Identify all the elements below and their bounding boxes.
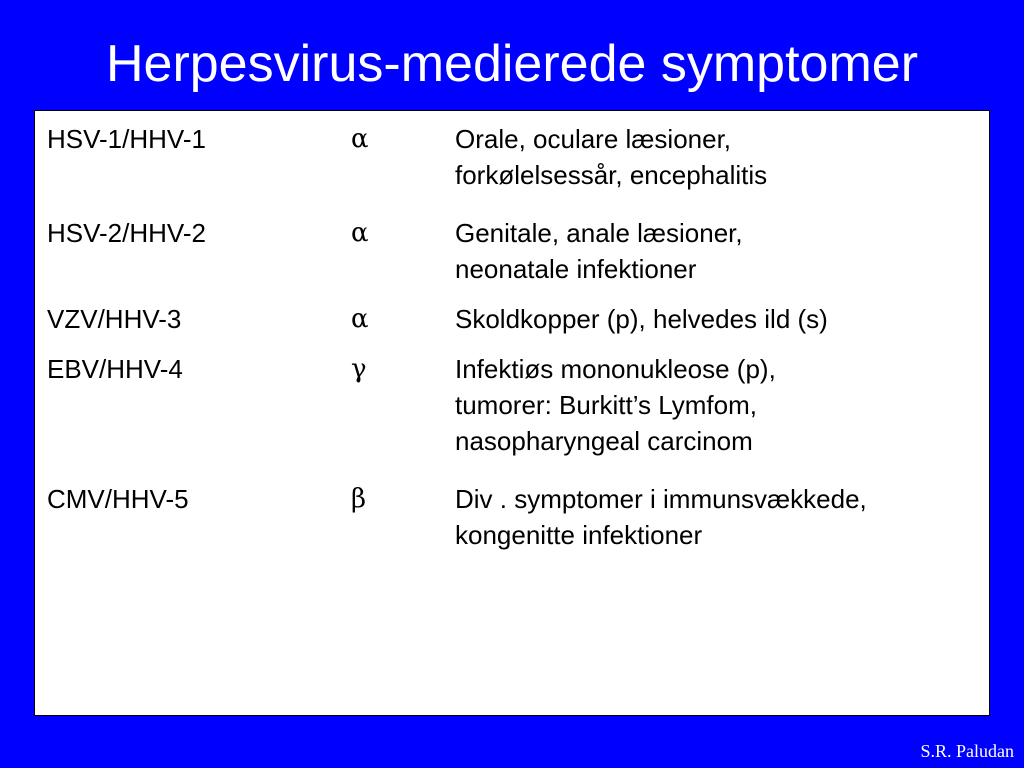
symptom-description	[455, 351, 995, 459]
symptom-line: Skoldkopper (p), helvedes ild (s)	[455, 304, 828, 334]
subfamily-symbol: α	[351, 304, 369, 334]
symptom-line: forkølelsessår, encephalitis	[455, 160, 768, 190]
slide-title: Herpesvirus-medierede symptomer	[105, 35, 919, 93]
symptom-line: Div . symptomer i immunsvækkede,	[455, 484, 867, 514]
virus-name: EBV/HHV-4	[47, 354, 183, 384]
symptom-line: tumorer: Burkitt’s Lymfom,	[455, 390, 757, 420]
symptom-description	[455, 481, 995, 553]
symptom-description	[455, 215, 995, 287]
symptom-line: Infektiøs mononukleose (p),	[455, 354, 776, 384]
symptom-line: nasopharyngeal carcinom	[455, 426, 753, 456]
subfamily-symbol: γ	[351, 354, 367, 384]
virus-name: VZV/HHV-3	[47, 304, 182, 334]
subfamily-symbol: α	[351, 124, 369, 154]
virus-name: HSV-2/HHV-2	[47, 218, 206, 248]
symptom-line: kongenitte infektioner	[455, 520, 703, 550]
content-box	[34, 110, 990, 716]
symptom-line: Orale, oculare læsioner,	[455, 124, 732, 154]
author-footer: S.R. Paludan	[920, 741, 1014, 761]
symptom-line: Genitale, anale læsioner,	[455, 218, 743, 248]
symptom-description	[455, 121, 995, 193]
subfamily-symbol: α	[351, 218, 369, 248]
virus-name: CMV/HHV-5	[47, 484, 189, 514]
virus-name: HSV-1/HHV-1	[47, 124, 206, 154]
symptom-description	[455, 301, 995, 337]
subfamily-symbol: β	[351, 484, 367, 514]
symptom-line: neonatale infektioner	[455, 254, 697, 284]
